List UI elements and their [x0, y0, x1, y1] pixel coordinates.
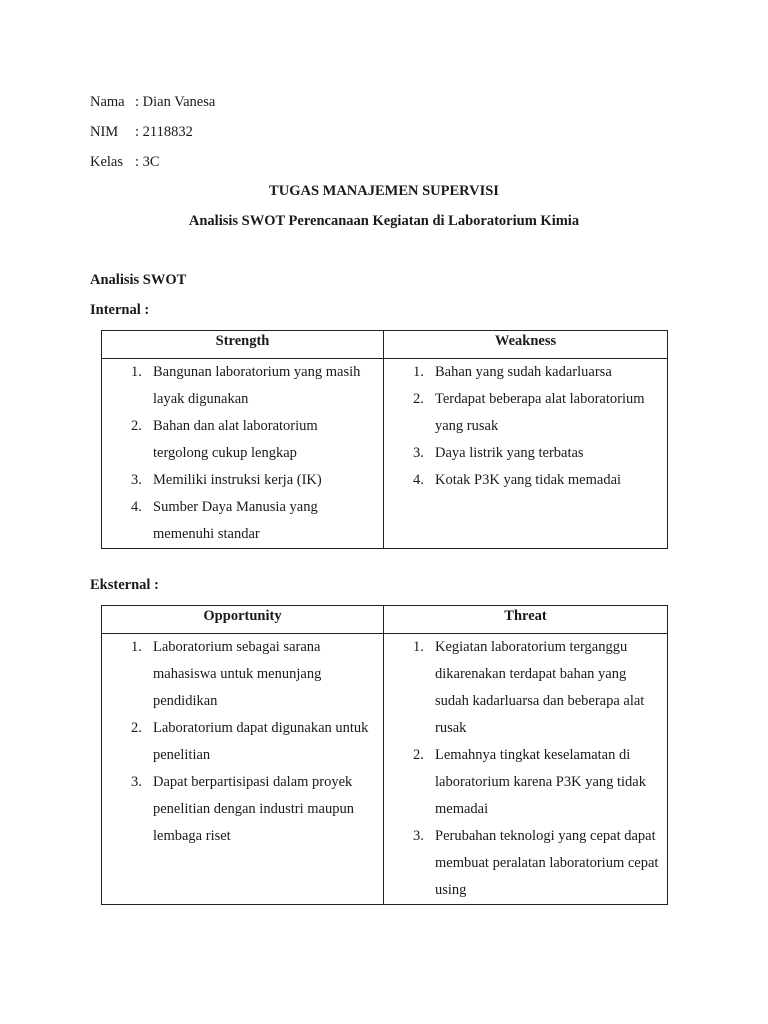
- list-item: 4. Sumber Daya Manusia yang memenuhi standar: [131, 499, 318, 542]
- internal-swot-table: [101, 330, 668, 549]
- list-item: 1. Bahan yang sudah kadarluarsa: [413, 364, 612, 380]
- threat-cell: [384, 634, 668, 905]
- list-item: 2. Laboratorium dapat digunakan untuk penelitian: [131, 720, 369, 763]
- threat-header: Threat: [384, 606, 668, 634]
- info-label: Kelas: [90, 154, 124, 170]
- opportunity-header: Opportunity: [102, 606, 384, 634]
- info-value: : 2118832: [135, 124, 193, 140]
- info-row-nim: [90, 123, 193, 141]
- list-item: 3. Perubahan teknologi yang cepat dapat membuat peralatan laboratorium cepat using: [413, 828, 659, 898]
- weakness-list: [384, 359, 667, 494]
- list-item: 3. Memiliki instruksi kerja (IK): [131, 472, 322, 488]
- strength-cell: [102, 359, 384, 549]
- document-subtitle: Analisis SWOT Perencanaan Kegiatan di Laboratorium Kimia: [188, 213, 580, 229]
- weakness-cell: [384, 359, 668, 549]
- document-title: TUGAS MANAJEMEN SUPERVISI: [269, 183, 499, 199]
- opportunity-cell: [102, 634, 384, 905]
- info-value: : 3C: [135, 154, 160, 170]
- list-item: 3. Dapat berpartisipasi dalam proyek penelitian dengan industri maupun lembaga riset: [131, 774, 354, 844]
- info-row-nama: [90, 93, 215, 111]
- table-header-row: [102, 606, 668, 634]
- list-item: 2. Bahan dan alat laboratorium tergolong cukup lengkap: [131, 418, 318, 461]
- info-label: NIM: [90, 124, 119, 140]
- list-item: 1. Kegiatan laboratorium terganggu dikarenakan terdapat bahan yang sudah kadarluarsa dan beberapa alat rusak: [413, 639, 645, 736]
- external-heading: Eksternal :: [90, 577, 159, 593]
- external-swot-table: [101, 605, 668, 905]
- strength-header: Strength: [102, 331, 384, 359]
- list-item: 1. Laboratorium sebagai sarana mahasiswa untuk menunjang pendidikan: [131, 639, 322, 709]
- list-item: 4. Kotak P3K yang tidak memadai: [413, 472, 622, 488]
- strength-list: [102, 359, 383, 548]
- list-item: 3. Daya listrik yang terbatas: [413, 445, 584, 461]
- weakness-header: Weakness: [384, 331, 668, 359]
- analysis-heading: Analisis SWOT: [90, 272, 187, 288]
- internal-heading: Internal :: [90, 302, 150, 318]
- list-item: 1. Bangunan laboratorium yang masih layak digunakan: [131, 364, 361, 407]
- info-label: Nama: [90, 94, 125, 110]
- list-item: 2. Lemahnya tingkat keselamatan di laboratorium karena P3K yang tidak memadai: [413, 747, 646, 817]
- list-item: 2. Terdapat beberapa alat laboratorium yang rusak: [413, 391, 645, 434]
- threat-list: [384, 634, 667, 904]
- info-value: : Dian Vanesa: [135, 94, 216, 110]
- info-row-kelas: [90, 153, 160, 171]
- table-row: [102, 359, 668, 549]
- table-header-row: [102, 331, 668, 359]
- opportunity-list: [102, 634, 383, 850]
- table-row: [102, 634, 668, 905]
